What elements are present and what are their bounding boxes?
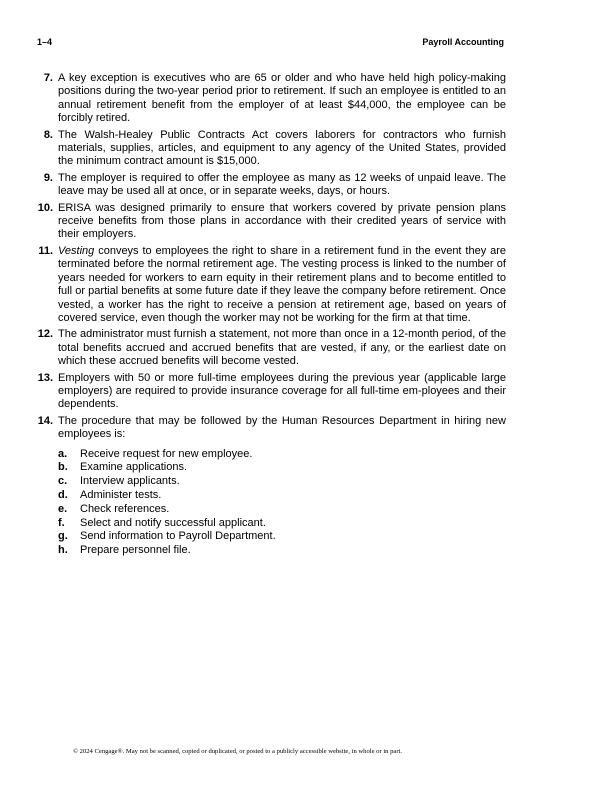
answer-text: Employers with 50 or more full-time employees during the previous year (applicable large employers) are required to provide insurance coverage for all full-time em-ployees and their dependents. [58,371,506,411]
answer-text: ERISA was designed primarily to ensure that workers covered by private pension plans receive benefits from those plans in accordance with their credited years of service with their employers. [58,201,506,241]
step-text: Send information to Payroll Department. [80,530,276,543]
hiring-step [58,517,506,531]
copyright-notice: © 2024 Cengage®. May not be scanned, copied or duplicated, or posted to a publicly accessible website, in whole or in part. [73,748,402,755]
hiring-step-list [58,448,506,558]
answer-item [36,328,506,368]
answer-item [36,372,506,412]
answer-number: 8. [43,128,53,141]
answer-item [36,129,506,169]
answer-text: The employer is required to offer the employee as many as 12 weeks of unpaid leave. The leave may be used all at once, or in separate weeks, days, or hours. [58,171,506,198]
answer-number: 13. [37,371,53,384]
step-letter: b. [58,461,68,474]
answer-number: 12. [37,328,53,341]
step-text: Examine applications. [80,461,188,474]
answer-list [36,72,506,561]
vesting-term: Vesting [58,244,95,257]
answer-item [36,202,506,242]
step-letter: d. [58,488,68,501]
step-text: Receive request for new employee. [80,447,253,460]
hiring-step [58,461,506,475]
answer-number: 7. [43,72,53,84]
answer-text [58,245,506,324]
answer-text-body: conveys to employees the right to share in a retirement fund in the event they are terminated before the normal retirement age. The vesting process is linked to the number of years needed for workers to earn equity in their retirement plans and to become entitled to full or partial benefits at some future date if they leave the company before retirement. Once vested, a worker has the right to receive a pension at retirement age, based on years of covered service, even though the worker may not be working for the firm at that time. [58,244,506,324]
hiring-step [58,475,506,489]
step-text: Interview applicants. [80,475,180,488]
answer-text: The administrator must furnish a statement, not more than once in a 12-month period, of the total benefits accrued and accrued benefits that are vested, if any, or the earliest date on which these accrued benefits will become vested. [58,328,506,368]
answer-item [36,245,506,325]
step-letter: f. [58,516,65,529]
step-letter: c. [58,475,68,488]
answer-text: The procedure that may be followed by the Human Resources Department in hiring new employees is: [58,414,506,441]
answer-number: 14. [37,414,53,427]
running-title: Payroll Accounting [422,37,504,47]
step-text: Select and notify successful applicant. [80,516,266,529]
answer-number: 10. [37,201,53,214]
answer-item [36,72,506,126]
answer-item [36,172,506,199]
step-letter: e. [58,502,68,515]
answer-text: The Walsh-Healey Public Contracts Act covers laborers for contractors who furnish materials, supplies, articles, and equipment to any agency of the United States, provided the minimum contract amount is $15,000. [58,128,506,168]
step-text: Check references. [80,502,170,515]
answer-text: A key exception is executives who are 65 or older and who have held high policy-making positions during the two-year period prior to retirement. If such an employee is entitled to an annual retirement benefit from the employer of at least $44,000, the employee can be forcibly retired. [58,72,506,125]
hiring-step [58,530,506,544]
step-text: Prepare personnel file. [80,544,191,557]
hiring-step [58,448,506,462]
answer-number: 11. [38,244,53,257]
answer-item [36,415,506,558]
page-number: 1–4 [37,37,53,47]
answer-number: 9. [43,171,53,184]
step-letter: a. [58,447,68,460]
hiring-step [58,503,506,517]
step-text: Administer tests. [80,488,162,501]
hiring-step [58,544,506,558]
step-letter: h. [58,544,68,557]
hiring-step [58,489,506,503]
step-letter: g. [58,530,68,543]
